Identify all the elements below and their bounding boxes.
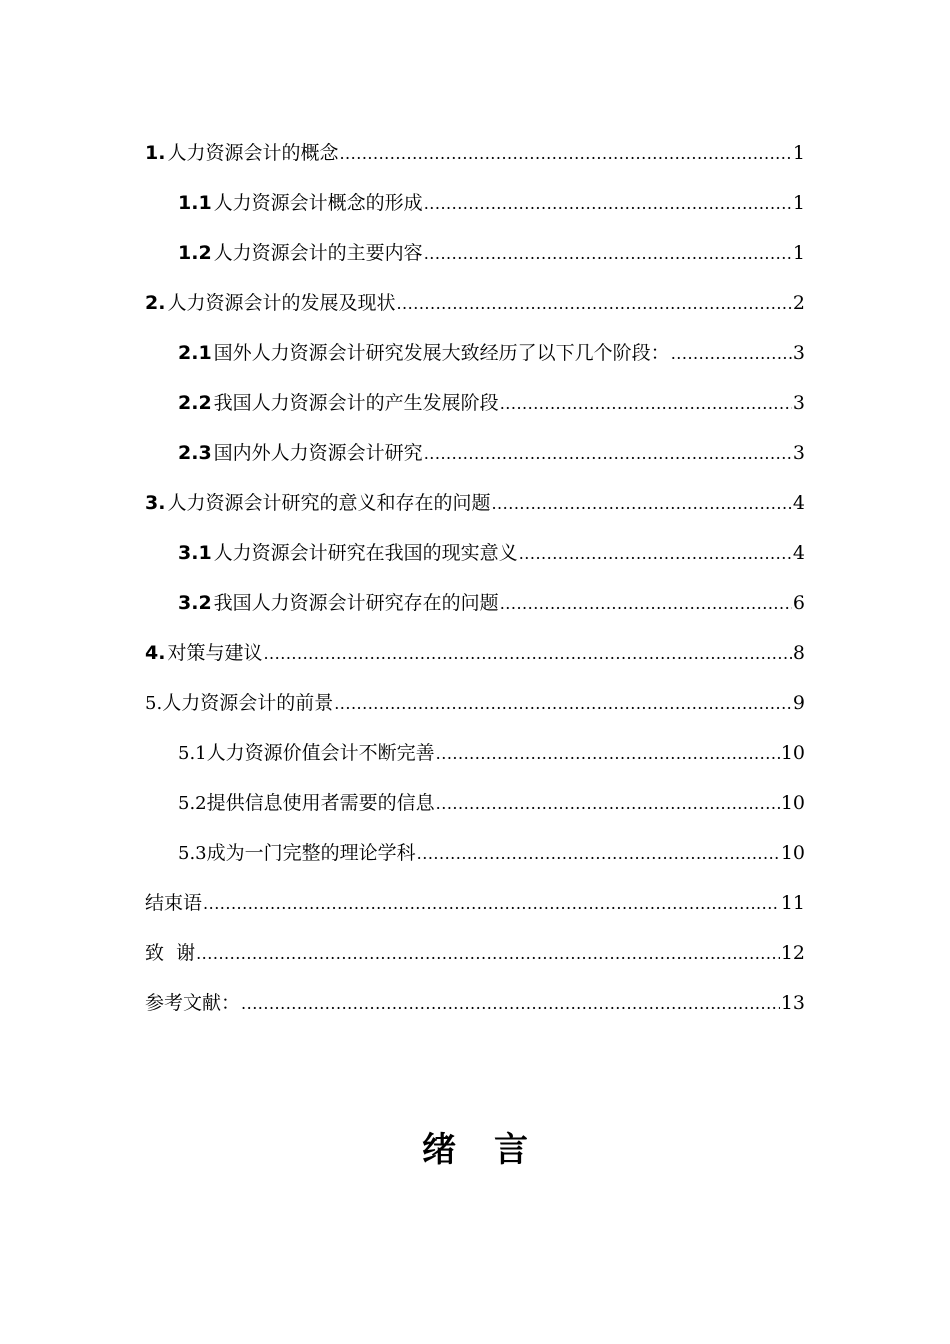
toc-entry-page: 9 — [792, 691, 805, 714]
toc-entry-5-1[interactable] — [0, 728, 950, 778]
table-of-contents — [0, 128, 950, 1028]
toc-entry-3-1[interactable] — [0, 528, 950, 578]
toc-entry-number: 5.2 — [178, 792, 207, 814]
toc-entry-page: 3 — [792, 341, 805, 364]
toc-entry-number: 3.2 — [178, 591, 212, 614]
toc-entry-title: 我国人力资源会计的产生发展阶段 — [213, 391, 499, 414]
toc-entry-references[interactable] — [0, 978, 950, 1028]
toc-dot-leader — [241, 992, 780, 1016]
toc-entry-page: 4 — [792, 491, 805, 514]
toc-entry-page: 8 — [792, 641, 805, 664]
toc-entry-title: 人力资源会计的概念 — [167, 141, 339, 164]
toc-entry-title: 人力资源会计的发展及现状 — [167, 291, 396, 314]
toc-dot-leader — [339, 142, 791, 166]
toc-entry-title: 人力资源会计研究的意义和存在的问题 — [167, 491, 491, 514]
toc-entry-title: 人力资源会计的前景 — [162, 691, 334, 714]
toc-entry-4[interactable] — [0, 628, 950, 678]
toc-dot-leader — [203, 892, 780, 916]
toc-entry-number: 5.3 — [178, 842, 207, 864]
toc-entry-title: 人力资源会计概念的形成 — [213, 191, 423, 214]
toc-entry-5[interactable] — [0, 678, 950, 728]
toc-entry-number: 4. — [145, 641, 166, 664]
toc-entry-title: 成为一门完整的理论学科 — [206, 841, 416, 864]
toc-entry-page: 1 — [792, 191, 805, 214]
toc-entry-number: 2.2 — [178, 391, 212, 414]
toc-entry-page: 10 — [780, 841, 805, 864]
toc-entry-title: 对策与建议 — [167, 641, 263, 664]
toc-entry-page: 3 — [792, 391, 805, 414]
toc-entry-number: 2.3 — [178, 441, 212, 464]
toc-dot-leader — [436, 742, 780, 766]
toc-dot-leader — [491, 492, 791, 516]
toc-entry-title: 提供信息使用者需要的信息 — [206, 791, 435, 814]
toc-entry-page: 1 — [792, 141, 805, 164]
toc-dot-leader — [500, 592, 792, 616]
toc-entry-2-3[interactable] — [0, 428, 950, 478]
toc-entry-number: 1. — [145, 141, 166, 164]
toc-entry-number: 3.1 — [178, 541, 212, 564]
toc-dot-leader — [519, 542, 792, 566]
toc-entry-number: 5.1 — [178, 742, 207, 764]
toc-dot-leader — [396, 292, 791, 316]
toc-entry-3-2[interactable] — [0, 578, 950, 628]
toc-entry-number: 2.1 — [178, 341, 212, 364]
toc-entry-page: 10 — [780, 791, 805, 814]
toc-entry-title: 参考文献： — [145, 991, 241, 1014]
toc-dot-leader — [500, 392, 792, 416]
toc-entry-2[interactable] — [0, 278, 950, 328]
toc-dot-leader — [671, 342, 792, 366]
toc-entry-number: 2. — [145, 291, 166, 314]
toc-entry-number: 1.1 — [178, 191, 212, 214]
toc-entry-title: 人力资源会计研究在我国的现实意义 — [213, 541, 518, 564]
toc-entry-page: 11 — [780, 891, 805, 914]
toc-entry-title: 国外人力资源会计研究发展大致经历了以下几个阶段： — [213, 341, 670, 364]
toc-dot-leader — [334, 692, 792, 716]
toc-entry-3[interactable] — [0, 478, 950, 528]
toc-entry-title: 人力资源会计的主要内容 — [213, 241, 423, 264]
toc-dot-leader — [417, 842, 780, 866]
toc-entry-1[interactable] — [0, 128, 950, 178]
toc-entry-2-2[interactable] — [0, 378, 950, 428]
toc-entry-conclusion[interactable] — [0, 878, 950, 928]
toc-entry-title: 国内外人力资源会计研究 — [213, 441, 423, 464]
toc-dot-leader — [424, 192, 792, 216]
toc-entry-5-2[interactable] — [0, 778, 950, 828]
toc-entry-5-3[interactable] — [0, 828, 950, 878]
toc-entry-title: 结束语 — [145, 891, 203, 914]
toc-entry-1-1[interactable] — [0, 178, 950, 228]
toc-dot-leader — [436, 792, 780, 816]
toc-dot-leader — [424, 442, 792, 466]
toc-entry-1-2[interactable] — [0, 228, 950, 278]
toc-entry-page: 4 — [792, 541, 805, 564]
toc-entry-title: 人力资源价值会计不断完善 — [206, 741, 435, 764]
toc-entry-page: 13 — [780, 991, 805, 1014]
toc-entry-title: 致 谢 — [145, 941, 196, 964]
toc-entry-page: 6 — [792, 591, 805, 614]
toc-dot-leader — [424, 242, 792, 266]
section-heading-introduction: 绪言 — [422, 1130, 566, 1170]
toc-entry-page: 10 — [780, 741, 805, 764]
toc-entry-number: 5. — [145, 692, 163, 714]
toc-dot-leader — [263, 642, 791, 666]
toc-entry-title: 我国人力资源会计研究存在的问题 — [213, 591, 499, 614]
toc-entry-page: 2 — [792, 291, 805, 314]
toc-entry-page: 12 — [780, 941, 805, 964]
toc-entry-number: 1.2 — [178, 241, 212, 264]
toc-entry-page: 1 — [792, 241, 805, 264]
toc-entry-number: 3. — [145, 491, 166, 514]
toc-entry-2-1[interactable] — [0, 328, 950, 378]
toc-entry-acknowledgements[interactable] — [0, 928, 950, 978]
toc-entry-page: 3 — [792, 441, 805, 464]
toc-dot-leader — [196, 942, 780, 966]
